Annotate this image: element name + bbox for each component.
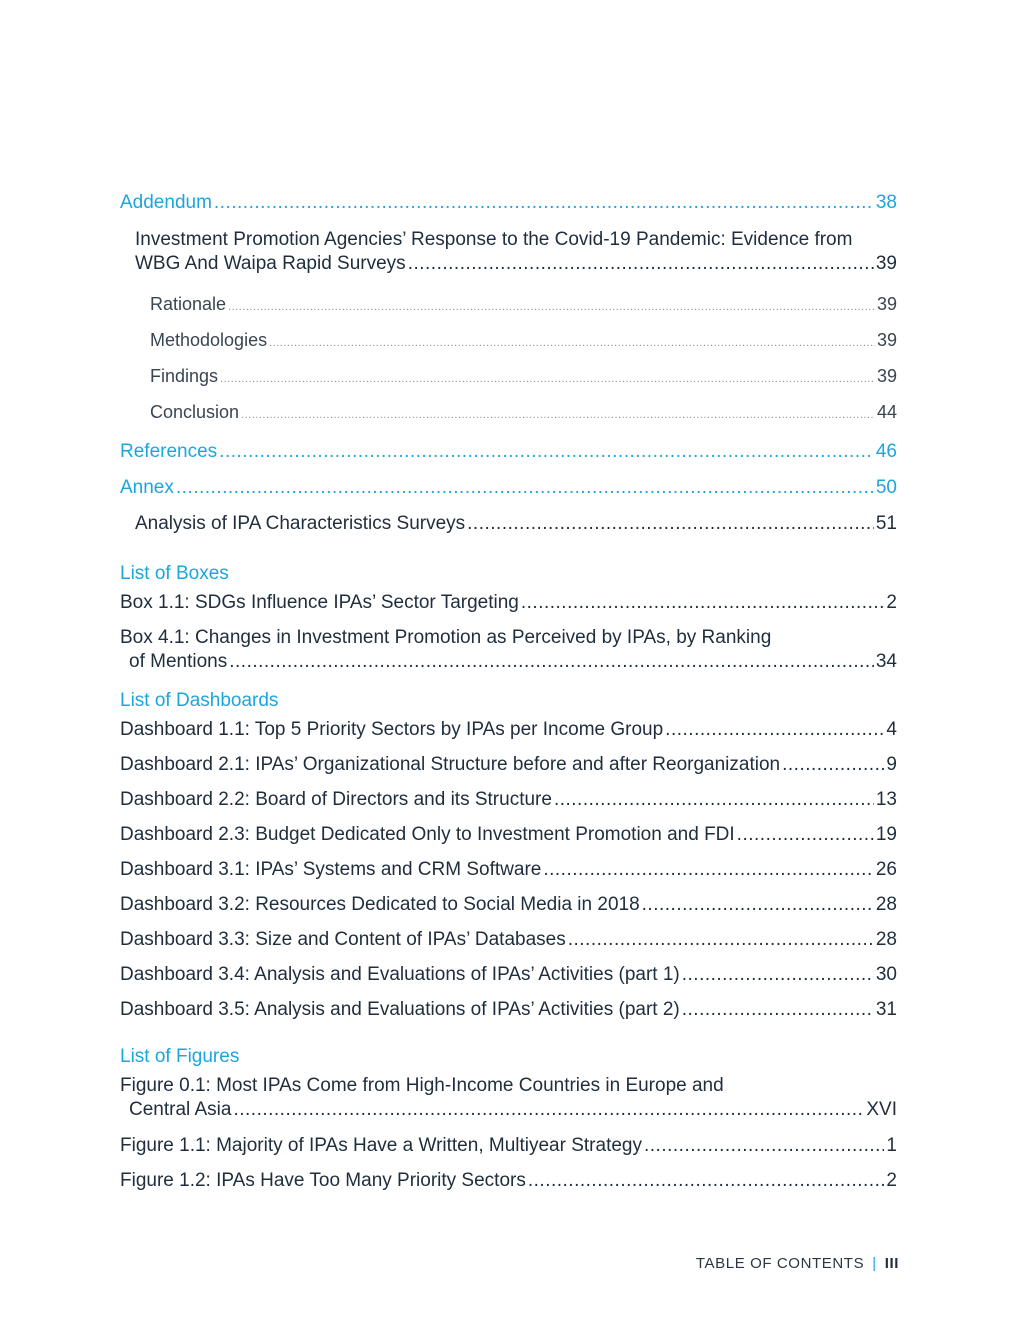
dot-leader — [408, 252, 874, 276]
dashboard-entry[interactable] — [120, 751, 897, 786]
toc-entry-label: Dashboard 2.3: Budget Dedicated Only to Investment Promotion and FDI — [120, 824, 735, 845]
dot-leader — [269, 329, 875, 357]
toc-entry-label-line2: Central Asia — [129, 1099, 232, 1120]
toc-entry-label-line2: WBG And Waipa Rapid Surveys — [135, 253, 406, 274]
footer-separator: | — [872, 1255, 877, 1272]
toc-entry-label: Figure 1.2: IPAs Have Too Many Priority Sectors — [120, 1170, 526, 1191]
dot-leader — [219, 437, 874, 467]
toc-entry-page: 39 — [876, 330, 897, 350]
footer-page-number: III — [884, 1255, 899, 1272]
dot-leader — [241, 401, 875, 429]
toc-entry-conclusion[interactable] — [120, 398, 897, 434]
toc-entry-label: Findings — [150, 366, 219, 386]
figure-entry-1-2[interactable] — [120, 1167, 897, 1202]
toc-entry-label: Analysis of IPA Characteristics Surveys — [135, 513, 466, 534]
dashboard-entry[interactable] — [120, 821, 897, 856]
toc-entry-page: 50 — [875, 477, 897, 498]
dot-leader — [682, 996, 874, 1024]
toc-entry-label: Dashboard 3.4: Analysis and Evaluations of IPAs’ Activities (part 1) — [120, 964, 680, 985]
dashboard-entry[interactable] — [120, 856, 897, 891]
toc-entry-page: 46 — [875, 441, 897, 462]
dot-leader — [682, 961, 874, 989]
toc-entry-label: Dashboard 3.1: IPAs’ Systems and CRM Software — [120, 859, 542, 880]
toc-entry-page: 31 — [875, 999, 897, 1020]
toc-entry-page: 26 — [875, 859, 897, 880]
toc-entry-covid-response[interactable] — [120, 224, 897, 290]
dot-leader — [737, 821, 874, 849]
table-of-contents — [120, 188, 897, 1202]
toc-entry-page: 4 — [886, 719, 897, 740]
toc-entry-label: Rationale — [150, 294, 227, 314]
toc-entry-label: Figure 1.1: Majority of IPAs Have a Written, Multiyear Strategy — [120, 1135, 642, 1156]
dot-leader — [665, 716, 884, 744]
figure-entry-0-1[interactable] — [120, 1072, 897, 1132]
dashboard-entry[interactable] — [120, 891, 897, 926]
toc-entry-page: 51 — [875, 513, 897, 534]
dashboard-entry[interactable] — [120, 961, 897, 996]
toc-entry-label: Addendum — [120, 192, 212, 213]
toc-entry-page: 30 — [875, 964, 897, 985]
toc-entry-page: 34 — [875, 651, 897, 672]
dot-leader — [229, 650, 874, 674]
box-entry-1-1[interactable] — [120, 589, 897, 624]
list-of-figures-heading: List of Figures — [120, 1046, 240, 1067]
toc-entry-page: 38 — [875, 192, 897, 213]
toc-entry-references[interactable] — [120, 437, 897, 473]
toc-entry-label-line1: Box 4.1: Changes in Investment Promotion as Perceived by IPAs, by Ranking — [120, 627, 772, 648]
toc-entry-label: Dashboard 3.5: Analysis and Evaluations of IPAs’ Activities (part 2) — [120, 999, 680, 1020]
toc-entry-label: Dashboard 2.2: Board of Directors and its Structure — [120, 789, 552, 810]
list-of-boxes-heading: List of Boxes — [120, 563, 229, 584]
dashboard-entry[interactable] — [120, 996, 897, 1031]
footer-section-title: TABLE OF CONTENTS — [695, 1255, 865, 1272]
toc-entry-page: 1 — [886, 1135, 897, 1156]
dashboard-list — [120, 716, 897, 1031]
dot-leader — [782, 751, 884, 779]
toc-entry-page: 19 — [875, 824, 897, 845]
box-entry-4-1[interactable] — [120, 624, 897, 682]
dot-leader — [233, 1098, 864, 1122]
toc-entry-label: Dashboard 1.1: Top 5 Priority Sectors by IPAs per Income Group — [120, 719, 664, 740]
toc-entry-label-line1: Investment Promotion Agencies’ Response to the Covid-19 Pandemic: Evidence from — [135, 229, 853, 250]
dot-leader — [568, 926, 874, 954]
toc-entry-rationale[interactable] — [120, 290, 897, 326]
dot-leader — [467, 509, 874, 539]
page-footer — [696, 1255, 899, 1272]
toc-entry-label: Dashboard 3.3: Size and Content of IPAs’ Databases — [120, 929, 566, 950]
figure-entry-1-1[interactable] — [120, 1132, 897, 1167]
toc-entry-page: 2 — [886, 592, 897, 613]
list-of-dashboards-heading: List of Dashboards — [120, 690, 279, 711]
dashboard-entry[interactable] — [120, 926, 897, 961]
toc-entry-analysis[interactable] — [120, 509, 897, 545]
dot-leader — [528, 1167, 885, 1195]
toc-entry-annex[interactable] — [120, 473, 897, 509]
toc-entry-label: Conclusion — [150, 402, 240, 422]
toc-entry-label: References — [120, 441, 218, 462]
toc-entry-page: 28 — [875, 894, 897, 915]
toc-entry-page: 39 — [875, 253, 897, 274]
toc-entry-label: Box 1.1: SDGs Influence IPAs’ Sector Targeting — [120, 592, 519, 613]
toc-entry-label: Dashboard 2.1: IPAs’ Organizational Structure before and after Reorganization — [120, 754, 781, 775]
dot-leader — [521, 589, 885, 617]
dashboard-entry[interactable] — [120, 786, 897, 821]
dot-leader — [543, 856, 874, 884]
toc-entry-findings[interactable] — [120, 362, 897, 398]
toc-entry-label: Dashboard 3.2: Resources Dedicated to Social Media in 2018 — [120, 894, 640, 915]
toc-entry-label: Methodologies — [150, 330, 268, 350]
dot-leader — [214, 188, 874, 218]
toc-entry-page: 39 — [876, 366, 897, 386]
toc-entry-page: 13 — [875, 789, 897, 810]
toc-entry-label-line2: of Mentions — [129, 651, 228, 672]
toc-entry-page: 44 — [876, 402, 897, 422]
dot-leader — [228, 293, 875, 321]
toc-entry-label-line1: Figure 0.1: Most IPAs Come from High-Income Countries in Europe and — [120, 1075, 724, 1096]
dot-leader — [642, 891, 874, 919]
toc-entry-methodologies[interactable] — [120, 326, 897, 362]
toc-entry-label: Annex — [120, 477, 174, 498]
dot-leader — [220, 365, 875, 393]
toc-entry-page: 39 — [876, 294, 897, 314]
dot-leader — [644, 1132, 884, 1160]
dot-leader — [554, 786, 874, 814]
dashboard-entry[interactable] — [120, 716, 897, 751]
toc-entry-page: 28 — [875, 929, 897, 950]
toc-entry-page: 2 — [886, 1170, 897, 1191]
toc-entry-page: 9 — [886, 754, 897, 775]
dot-leader — [176, 473, 874, 503]
toc-entry-addendum[interactable] — [120, 188, 897, 224]
toc-entry-page: XVI — [866, 1099, 897, 1120]
